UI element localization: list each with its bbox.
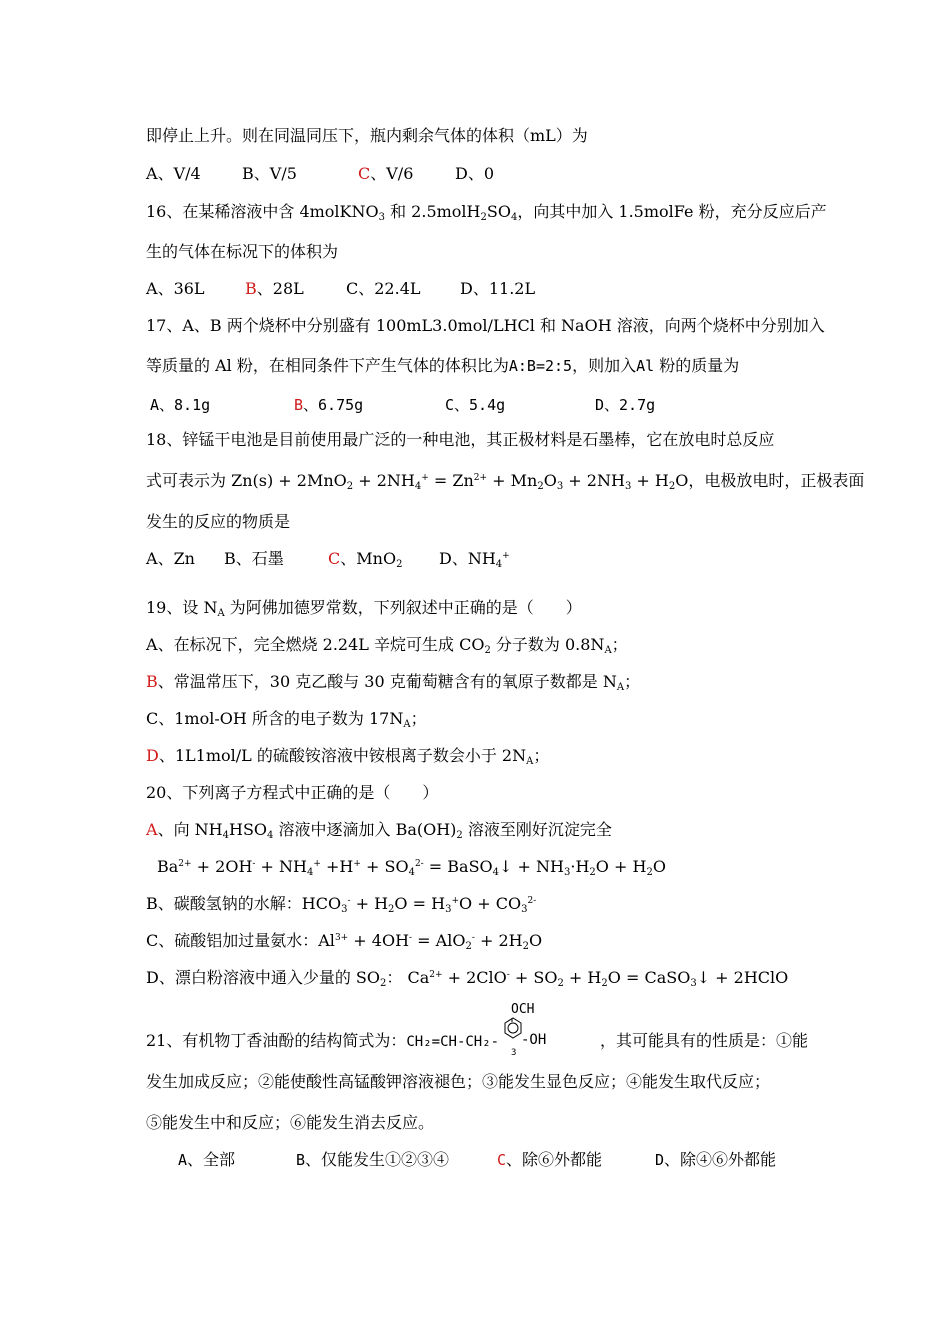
option-c[interactable]: C、22.4L: [346, 279, 421, 298]
question-20-stem: 20、下列离子方程式中正确的是（ ）: [146, 783, 439, 802]
option-a[interactable]: A、全部: [178, 1150, 236, 1169]
benzene-ring-icon: [493, 1000, 553, 1060]
option-a[interactable]: A、36L: [146, 279, 205, 298]
option-c[interactable]: C、MnO$_2$: [328, 549, 403, 570]
option-b[interactable]: B、石墨: [224, 549, 284, 568]
methoxy-label: OCH: [511, 1002, 535, 1017]
hydroxyl-label: -OH: [521, 1032, 547, 1048]
option-d[interactable]: D、0: [455, 164, 495, 183]
option-a[interactable]: A、8.1g: [150, 396, 211, 414]
question-21-stem-line2: 发生加成反应；②能使酸性高锰酸钾溶液褪色；③能发生显色反应；④能发生取代反应；: [146, 1072, 771, 1091]
question-20-option-a-equation: $Ba^{2+} + 2OH^- + NH_4^+ +H^+ + SO_4^{2-}$ = BaSO$_4$↓ + $NH_3\cdot H_2O + H_2O$: [157, 857, 666, 878]
question-21-stem-tail: ，其可能具有的性质是：①能: [600, 1031, 809, 1050]
question-18-stem: 18、锌锰干电池是目前使用最广泛的一种电池，其正极材料是石墨棒，它在放电时总反应: [146, 430, 775, 449]
question-16-stem-line2: 生的气体在标况下的体积为: [146, 242, 339, 261]
option-b[interactable]: B、28L: [245, 279, 304, 298]
question-19-option-d[interactable]: D、1L1mol/L 的硫酸铵溶液中铵根离子数会小于 $2N_A$；: [146, 746, 550, 767]
benzene-ring-structure: [493, 1000, 553, 1060]
question-18-equation-line: 式可表示为 $Zn(s) + 2MnO_2 + 2NH_4^+ = Zn^{2+} + Mn_2O_3 + 2NH_3 + H_2O$，电极放电时，正极表面: [146, 471, 865, 492]
question-18-stem-line3: 发生的反应的物质是: [146, 512, 291, 531]
question-20-option-d[interactable]: D、漂白粉溶液中通入少量的 $SO_2$： $Ca^{2+} + 2ClO^- + SO_2 + H_2O$ = CaSO$_3$↓ + 2HClO: [146, 968, 789, 989]
question-19-option-b[interactable]: B、常温常压下，30 克乙酸与 30 克葡萄糖含有的氧原子数都是 $N_A$；: [146, 672, 641, 693]
option-b[interactable]: B、仅能发生①②③④: [296, 1150, 450, 1169]
option-d[interactable]: D、11.2L: [460, 279, 536, 298]
methyl-subscript: 3: [511, 1048, 517, 1058]
option-d[interactable]: D、$NH_4^+$: [439, 549, 510, 570]
option-b[interactable]: B、6.75g: [294, 396, 364, 414]
option-d[interactable]: D、除④⑥外都能: [655, 1150, 777, 1169]
question-20-option-b[interactable]: B、碳酸氢钠的水解：$HCO_3^- + H_2O = H_3^+O + CO_3^{2-}$: [146, 894, 537, 915]
question-20-option-a[interactable]: A、向 $NH_4HSO_4$ 溶液中逐滴加入 $Ba(OH)_2$ 溶液至刚好沉淀完全: [146, 820, 612, 841]
question-19-option-c[interactable]: C、1mol-OH 所含的电子数为 $17N_A$；: [146, 709, 427, 730]
option-b[interactable]: B、V/5: [242, 164, 297, 183]
question-21-stem: 21、有机物丁香油酚的结构简式为：CH₂=CH-CH₂-: [146, 1031, 500, 1050]
option-a[interactable]: A、Zn: [146, 549, 195, 568]
question-17-stem: 17、A、B 两个烧杯中分别盛有 100mL3.0mol/LHCl 和 NaOH 溶液，向两个烧杯中分别加入: [146, 316, 825, 335]
question-19-option-a[interactable]: A、在标况下，完全燃烧 2.24L 辛烷可生成 $CO_2$ 分子数为 $0.8N_A$；: [146, 635, 628, 656]
option-d[interactable]: D、2.7g: [595, 396, 656, 414]
question-21-stem-line3: ⑤能发生中和反应；⑥能发生消去反应。: [146, 1113, 435, 1132]
question-19-stem: 19、设 $N_A$ 为阿佛加德罗常数，下列叙述中正确的是（ ）: [146, 598, 582, 619]
question-17-stem-line2: 等质量的 Al 粉，在相同条件下产生气体的体积比为A:B=2:5，则加入Al 粉的质量为: [146, 356, 740, 375]
question-20-option-c[interactable]: C、硫酸铝加过量氨水：$Al^{3+} + 4OH^- = AlO_2^- + 2H_2O$: [146, 931, 543, 952]
structural-formula-text: CH₂=CH-CH₂-: [406, 1034, 500, 1050]
option-c[interactable]: C、除⑥外都能: [497, 1150, 603, 1169]
option-a[interactable]: A、V/4: [146, 164, 201, 183]
question-16-stem: 16、在某稀溶液中含 4molKNO$_3$ 和 $2.5molH_2SO_4$，向其中加入 1.5molFe 粉，充分反应后产: [146, 202, 827, 223]
question-15-stem-end: 即停止上升。则在同温同压下，瓶内剩余气体的体积（mL）为: [146, 126, 588, 145]
option-c[interactable]: C、5.4g: [445, 396, 506, 414]
option-c[interactable]: C、V/6: [358, 164, 414, 183]
